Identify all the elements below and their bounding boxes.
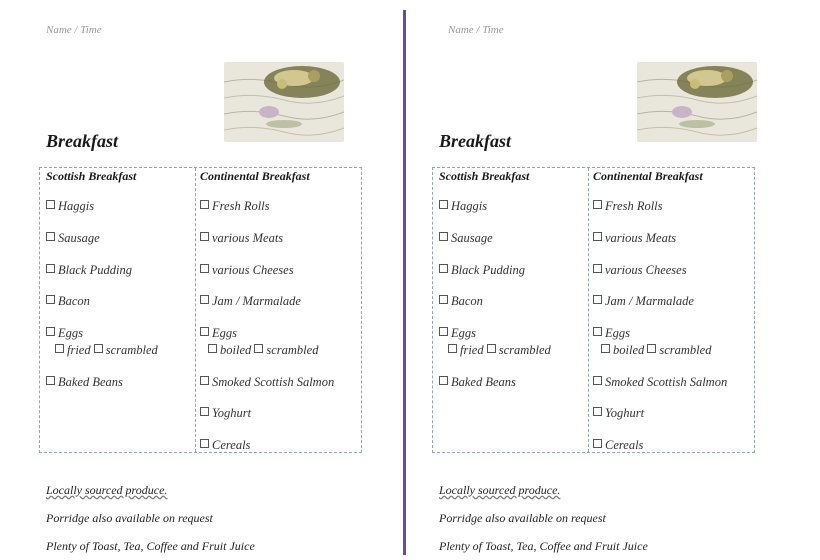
column-title: Continental Breakfast bbox=[200, 169, 310, 183]
decorative-photo bbox=[637, 62, 757, 142]
checkbox-icon bbox=[601, 344, 610, 353]
list-item: various Cheeses bbox=[593, 263, 687, 278]
list-item: various Cheeses bbox=[200, 263, 294, 278]
checkbox-icon bbox=[46, 232, 55, 241]
checkbox-icon bbox=[593, 327, 602, 336]
checkbox-icon bbox=[439, 200, 448, 209]
checkbox-icon bbox=[200, 407, 209, 416]
list-item: Baked Beans bbox=[439, 375, 516, 390]
checkbox-icon bbox=[439, 376, 448, 385]
column-title: Continental Breakfast bbox=[593, 169, 703, 183]
list-item: Eggs bbox=[200, 326, 237, 341]
list-item: Eggs bbox=[593, 326, 630, 341]
checkbox-icon bbox=[55, 344, 64, 353]
list-item: Smoked Scottish Salmon bbox=[593, 375, 727, 390]
checkbox-icon bbox=[593, 439, 602, 448]
list-item: Jam / Marmalade bbox=[200, 294, 301, 309]
list-item: Cereals bbox=[593, 438, 643, 453]
list-item: Cereals bbox=[200, 438, 250, 453]
menu-page-left bbox=[0, 0, 400, 560]
list-item: Haggis bbox=[46, 199, 94, 214]
checkbox-icon bbox=[647, 344, 656, 353]
footer-note: Plenty of Toast, Tea, Coffee and Fruit Juice bbox=[46, 539, 255, 553]
name-time-label: Name / Time bbox=[448, 24, 504, 36]
checkbox-icon bbox=[200, 295, 209, 304]
decorative-photo bbox=[224, 62, 344, 142]
list-item: Bacon bbox=[439, 294, 483, 309]
list-item: Black Pudding bbox=[46, 263, 132, 278]
list-item: Haggis bbox=[439, 199, 487, 214]
menu-table bbox=[432, 167, 755, 453]
name-time-label: Name / Time bbox=[46, 24, 102, 36]
page-title: Breakfast bbox=[439, 131, 511, 151]
list-item: Fresh Rolls bbox=[593, 199, 663, 214]
checkbox-icon bbox=[439, 295, 448, 304]
list-item: Yoghurt bbox=[593, 406, 644, 421]
checkbox-icon bbox=[200, 200, 209, 209]
list-item: Sausage bbox=[439, 231, 493, 246]
list-item: Smoked Scottish Salmon bbox=[200, 375, 334, 390]
checkbox-icon bbox=[208, 344, 217, 353]
scottish-breakfast-column bbox=[40, 168, 196, 452]
checkbox-icon bbox=[200, 232, 209, 241]
footer-note: Plenty of Toast, Tea, Coffee and Fruit Juice bbox=[439, 539, 648, 553]
list-item: various Meats bbox=[200, 231, 283, 246]
page-title: Breakfast bbox=[46, 131, 118, 151]
list-item: Fresh Rolls bbox=[200, 199, 270, 214]
egg-options: boiled scrambled bbox=[601, 343, 711, 358]
checkbox-icon bbox=[439, 232, 448, 241]
checkbox-icon bbox=[46, 327, 55, 336]
menu-page-right bbox=[393, 0, 793, 560]
checkbox-icon bbox=[593, 232, 602, 241]
list-item: Sausage bbox=[46, 231, 100, 246]
checkbox-icon bbox=[200, 327, 209, 336]
checkbox-icon bbox=[200, 264, 209, 273]
checkbox-icon bbox=[593, 407, 602, 416]
checkbox-icon bbox=[46, 295, 55, 304]
list-item: various Meats bbox=[593, 231, 676, 246]
checkbox-icon bbox=[46, 200, 55, 209]
checkbox-icon bbox=[46, 376, 55, 385]
checkbox-icon bbox=[200, 376, 209, 385]
continental-breakfast-column bbox=[195, 168, 361, 452]
scottish-breakfast-column bbox=[433, 168, 589, 452]
checkbox-icon bbox=[254, 344, 263, 353]
footer-note: Porridge also available on request bbox=[46, 511, 213, 525]
menu-table bbox=[39, 167, 362, 453]
checkbox-icon bbox=[46, 264, 55, 273]
footer-note: Locally sourced produce. bbox=[46, 483, 168, 497]
checkbox-icon bbox=[448, 344, 457, 353]
list-item: Jam / Marmalade bbox=[593, 294, 694, 309]
checkbox-icon bbox=[439, 327, 448, 336]
column-title: Scottish Breakfast bbox=[46, 169, 137, 183]
egg-options: fried scrambled bbox=[55, 343, 158, 358]
checkbox-icon bbox=[593, 295, 602, 304]
list-item: Yoghurt bbox=[200, 406, 251, 421]
list-item: Eggs bbox=[439, 326, 476, 341]
list-item: Bacon bbox=[46, 294, 90, 309]
checkbox-icon bbox=[593, 264, 602, 273]
footer-note: Porridge also available on request bbox=[439, 511, 606, 525]
footer-note: Locally sourced produce. bbox=[439, 483, 561, 497]
continental-breakfast-column bbox=[588, 168, 754, 452]
checkbox-icon bbox=[593, 376, 602, 385]
list-item: Eggs bbox=[46, 326, 83, 341]
list-item: Black Pudding bbox=[439, 263, 525, 278]
checkbox-icon bbox=[94, 344, 103, 353]
egg-options: boiled scrambled bbox=[208, 343, 318, 358]
checkbox-icon bbox=[487, 344, 496, 353]
column-title: Scottish Breakfast bbox=[439, 169, 530, 183]
checkbox-icon bbox=[439, 264, 448, 273]
checkbox-icon bbox=[593, 200, 602, 209]
egg-options: fried scrambled bbox=[448, 343, 551, 358]
list-item: Baked Beans bbox=[46, 375, 123, 390]
checkbox-icon bbox=[200, 439, 209, 448]
